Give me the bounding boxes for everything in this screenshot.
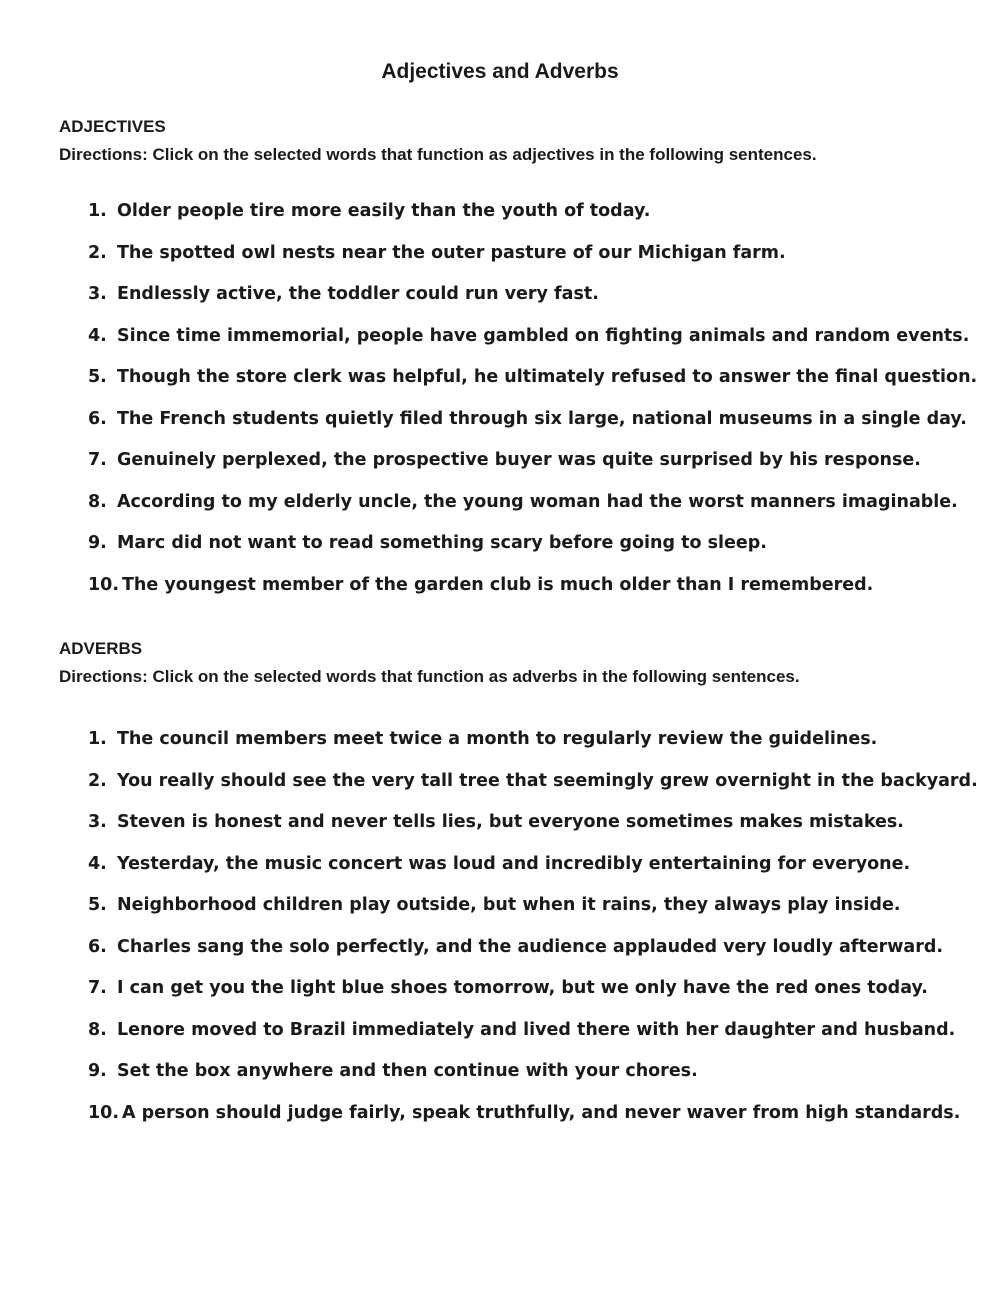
- adverb-sentence[interactable]: [88, 935, 978, 977]
- adverbs-list: [88, 727, 978, 1142]
- adjective-sentence[interactable]: [88, 365, 977, 407]
- adverb-sentence[interactable]: [88, 1101, 978, 1143]
- sentence-text[interactable]: The spotted owl nests near the outer pasture of our Michigan farm.: [117, 242, 786, 263]
- sentence-text[interactable]: Charles sang the solo perfectly, and the audience applauded very loudly afterward.: [117, 936, 944, 957]
- adjective-sentence[interactable]: [88, 490, 977, 532]
- adverb-sentence[interactable]: [88, 769, 978, 811]
- adjective-sentence[interactable]: [88, 241, 977, 283]
- adverb-sentence[interactable]: [88, 893, 978, 935]
- item-number: 8.: [88, 491, 107, 512]
- sentence-text[interactable]: The council members meet twice a month to regularly review the guidelines.: [117, 729, 878, 749]
- sentence-text[interactable]: Yesterday, the music concert was loud and incredibly entertaining for everyone.: [117, 853, 911, 874]
- adverb-sentence[interactable]: [88, 1018, 978, 1060]
- sentence-text[interactable]: Lenore moved to Brazil immediately and lived there with her daughter and husband.: [117, 1019, 956, 1040]
- adverb-sentence[interactable]: [88, 1059, 978, 1101]
- item-number: 1.: [88, 729, 107, 749]
- sentence-text[interactable]: The French students quietly filed through six large, national museums in a single day.: [117, 408, 967, 429]
- sentence-text[interactable]: According to my elderly uncle, the young woman had the worst manners imaginable.: [117, 491, 958, 512]
- item-number: 2.: [88, 770, 107, 791]
- sentence-text[interactable]: Neighborhood children play outside, but when it rains, they always play inside.: [117, 895, 901, 915]
- item-number: 9.: [88, 533, 107, 553]
- sentence-text[interactable]: Older people tire more easily than the youth of today.: [117, 201, 651, 221]
- sentence-text[interactable]: I can get you the light blue shoes tomorrow, but we only have the red ones today.: [117, 978, 928, 998]
- item-number: 7.: [88, 450, 107, 470]
- adjective-sentence[interactable]: [88, 448, 977, 490]
- sentence-text[interactable]: The youngest member of the garden club is much older than I remembered.: [122, 574, 874, 595]
- adverb-sentence[interactable]: [88, 976, 978, 1018]
- adjective-sentence[interactable]: [88, 531, 977, 573]
- adjective-sentence[interactable]: [88, 573, 977, 615]
- item-number: 9.: [88, 1061, 107, 1081]
- item-number: 6.: [88, 936, 107, 957]
- item-number: 4.: [88, 325, 107, 346]
- adjectives-list: [88, 199, 977, 614]
- item-number: 5.: [88, 367, 107, 387]
- item-number: 10.: [88, 574, 120, 595]
- adverb-sentence[interactable]: [88, 727, 978, 769]
- sentence-text[interactable]: You really should see the very tall tree that seemingly grew overnight in the backyard.: [117, 770, 978, 791]
- item-number: 2.: [88, 242, 107, 263]
- adverb-sentence[interactable]: [88, 810, 978, 852]
- sentence-text[interactable]: Marc did not want to read something scary before going to sleep.: [117, 533, 767, 553]
- item-number: 8.: [88, 1019, 107, 1040]
- adjective-sentence[interactable]: [88, 324, 977, 366]
- adverbs-directions: Directions: Click on the selected words that function as adverbs in the following sentences.: [59, 667, 800, 686]
- sentence-text[interactable]: Since time immemorial, people have gambled on fighting animals and random events.: [117, 325, 970, 346]
- item-number: 7.: [88, 978, 107, 998]
- item-number: 6.: [88, 408, 107, 429]
- item-number: 4.: [88, 853, 107, 874]
- sentence-text[interactable]: Set the box anywhere and then continue with your chores.: [117, 1061, 698, 1081]
- sentence-text[interactable]: Though the store clerk was helpful, he ultimately refused to answer the final question.: [117, 367, 978, 387]
- adverbs-heading: ADVERBS: [59, 639, 143, 658]
- sentence-text[interactable]: Genuinely perplexed, the prospective buyer was quite surprised by his response.: [117, 450, 921, 470]
- item-number: 10.: [88, 1102, 120, 1123]
- adjective-sentence[interactable]: [88, 407, 977, 449]
- adjective-sentence[interactable]: [88, 199, 977, 241]
- sentence-text[interactable]: A person should judge fairly, speak truthfully, and never waver from high standards.: [122, 1102, 961, 1123]
- item-number: 1.: [88, 201, 107, 221]
- adverb-sentence[interactable]: [88, 852, 978, 894]
- sentence-text[interactable]: Endlessly active, the toddler could run very fast.: [117, 284, 599, 304]
- adjectives-heading: ADJECTIVES: [59, 117, 166, 136]
- adjective-sentence[interactable]: [88, 282, 977, 324]
- sentence-text[interactable]: Steven is honest and never tells lies, but everyone sometimes makes mistakes.: [117, 812, 904, 832]
- adjectives-directions: Directions: Click on the selected words that function as adjectives in the following sentences.: [59, 145, 817, 164]
- item-number: 3.: [88, 284, 107, 304]
- item-number: 3.: [88, 812, 107, 832]
- page-title: Adjectives and Adverbs: [381, 60, 619, 83]
- item-number: 5.: [88, 895, 107, 915]
